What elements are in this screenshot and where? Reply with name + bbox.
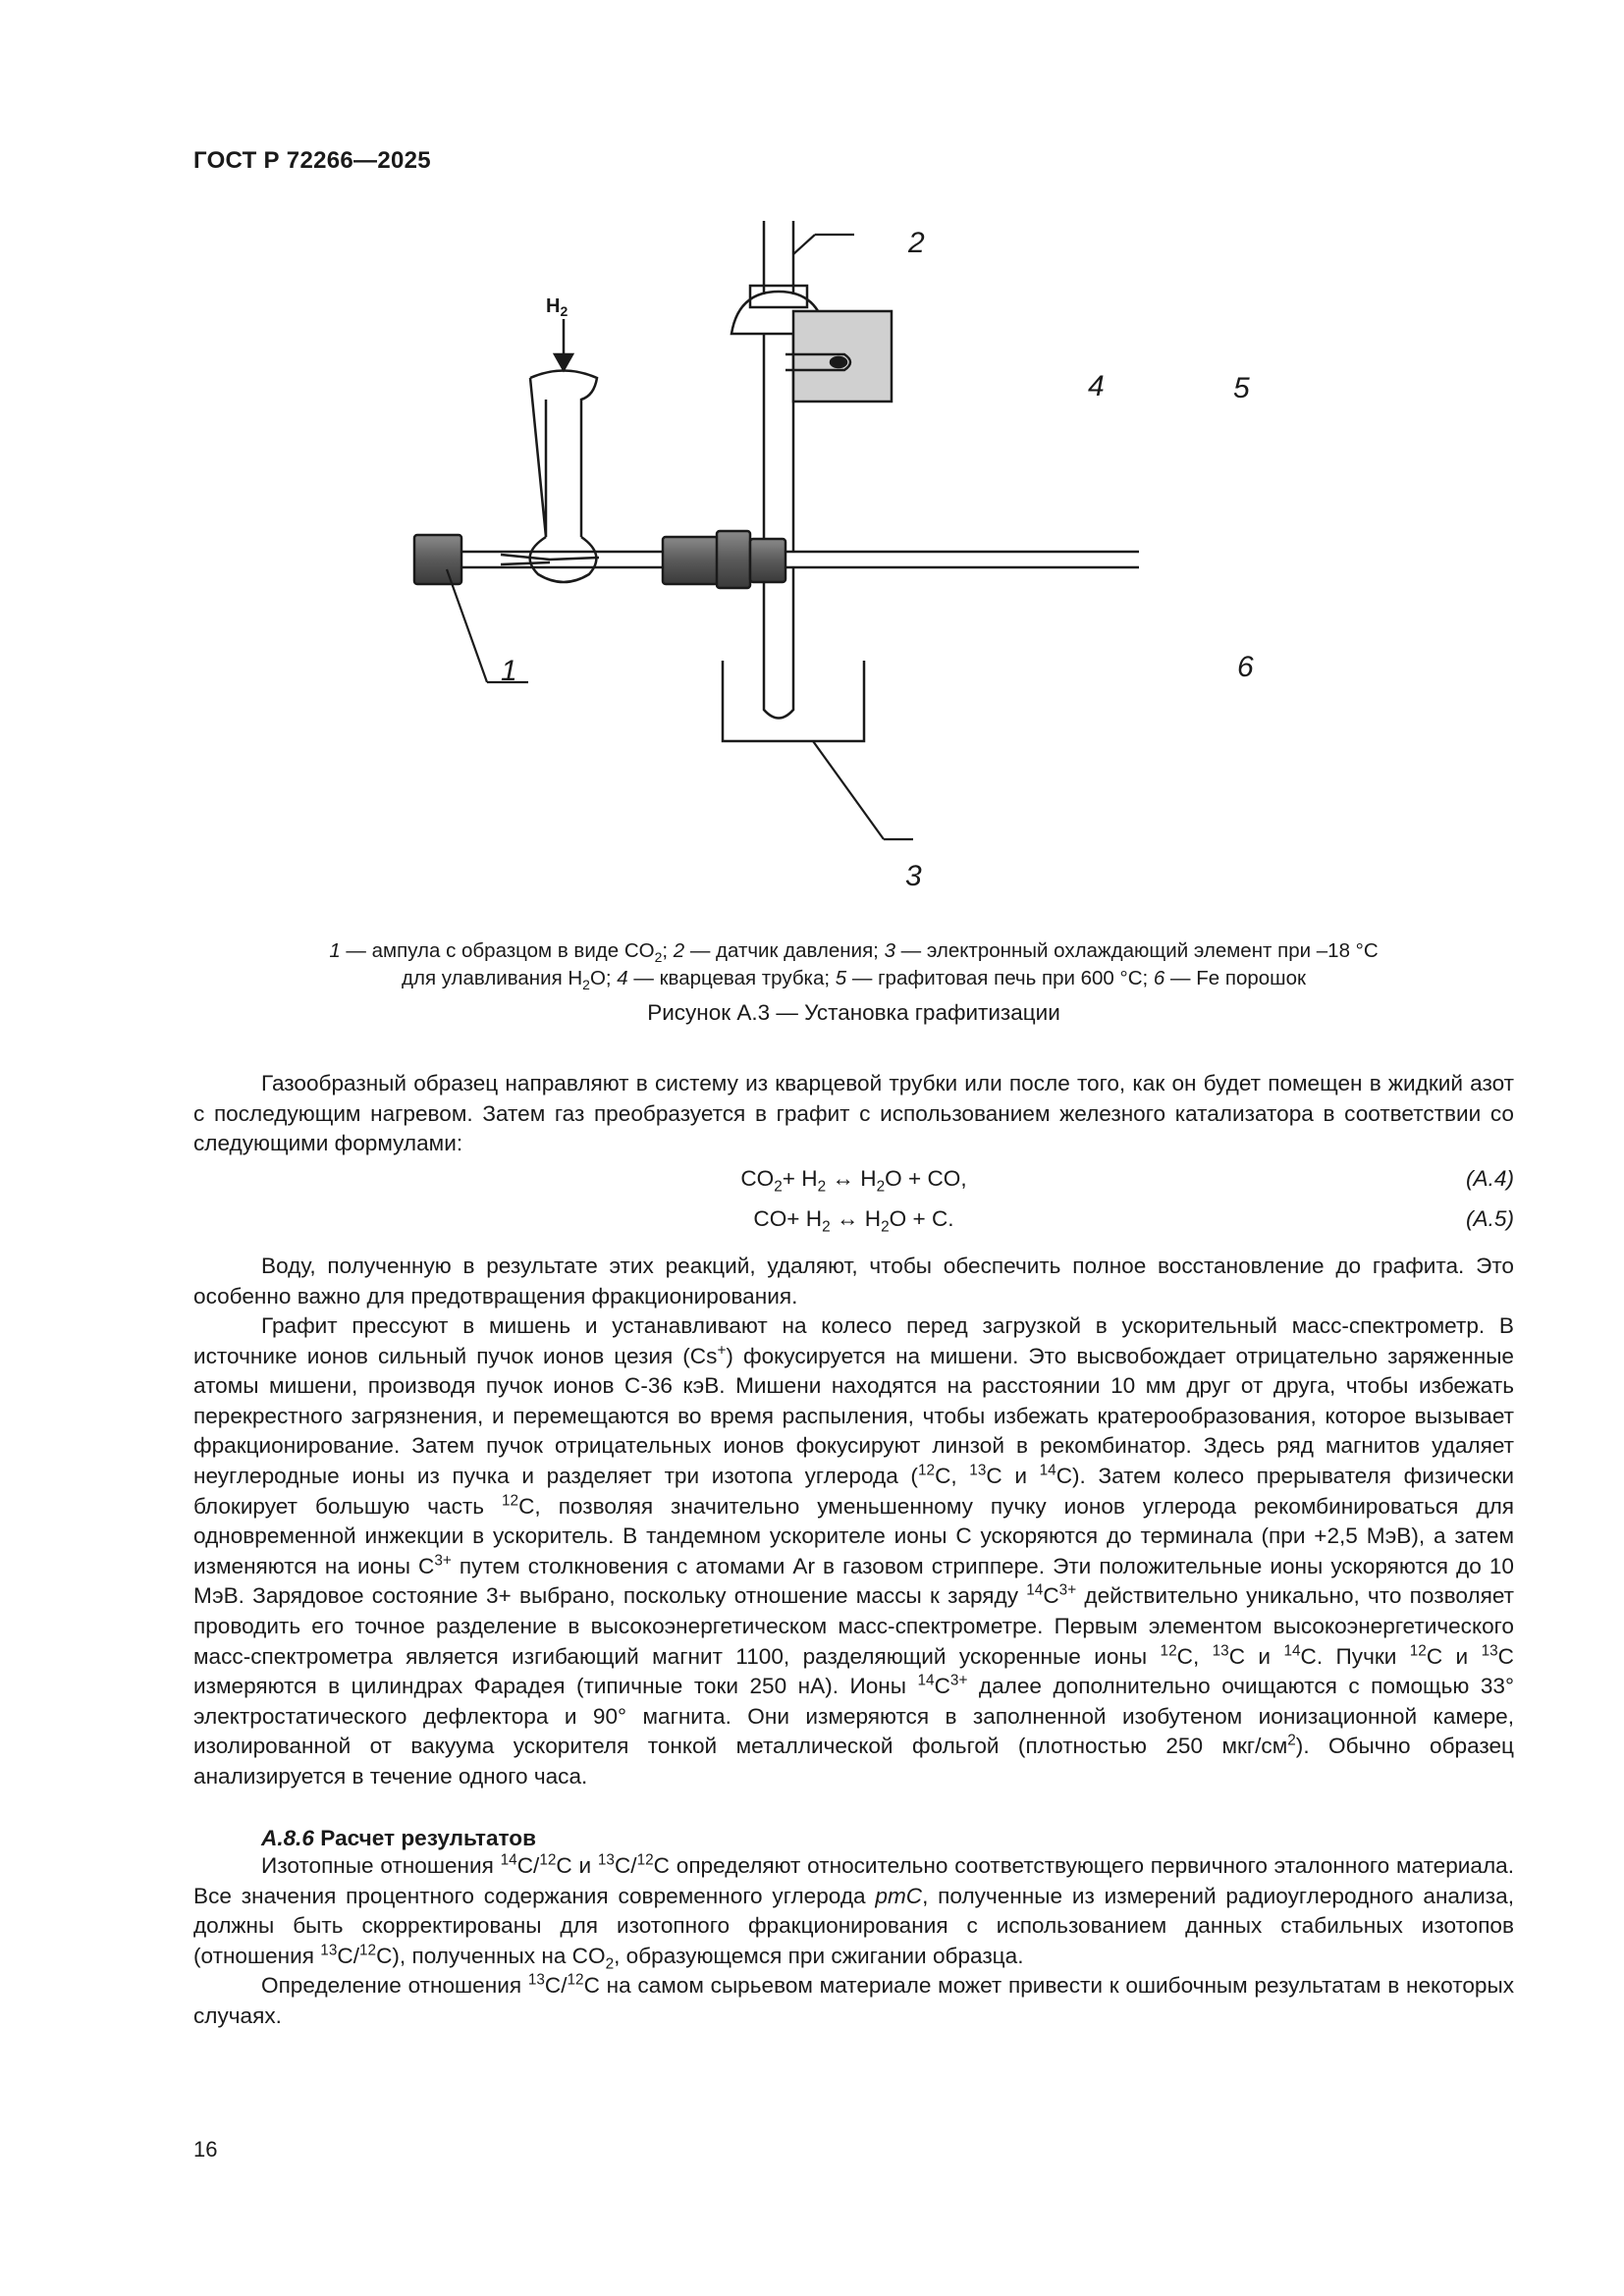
cross-tube-upper	[764, 334, 793, 552]
callout-4: 4	[1088, 370, 1105, 402]
paragraph-1	[193, 1069, 1514, 1159]
callout-6: 6	[1237, 651, 1254, 683]
leader-line-3	[813, 741, 884, 839]
coupling-1	[663, 537, 718, 584]
figure-legend-line-1: 1 — ампула с образцом в виде $CO_2$; 2 — датчик давления; 3 — электронный охлаждающий элемент при –18 °C	[329, 939, 1379, 966]
graphite-oven	[793, 311, 892, 401]
graphitization-diagram	[353, 221, 1375, 908]
paragraph-2	[193, 1252, 1514, 1311]
cross-tube-lower	[764, 567, 793, 719]
gas-label-h2: $H_2$	[546, 295, 568, 319]
paragraph-4	[193, 1851, 1514, 1971]
callout-3: 3	[905, 860, 922, 892]
h2-funnel	[530, 371, 597, 538]
paragraph-1-text: Газообразный образец направляют в систему из кварцевой трубки или после того, как он будет помещен в жидкий азот с последующим нагревом. Затем газ преобразуется в графит с использованием железного катализатора в соответствии со следующими формулами:	[193, 1071, 1514, 1156]
section-number: A.8.6	[261, 1826, 315, 1850]
document-code-header: ГОСТ Р 72266—2025	[193, 147, 431, 174]
ampoule-taper	[501, 555, 599, 564]
callout-1: 1	[501, 655, 517, 687]
page-number: 16	[193, 2137, 218, 2162]
coupling-3	[750, 539, 785, 582]
leader-line-2	[793, 235, 815, 254]
paragraph-2-text: Воду, полученную в результате этих реакций, удаляют, чтобы обеспечить полное восстановление до графита. Это особенно важно для предотвращения фракционирования.	[193, 1254, 1514, 1308]
gas-inlet-arrowhead	[555, 354, 572, 370]
paragraph-5-text: Определение отношения $^{13}$C/$^{12}$C на самом сырьевом материале может привести к ошибочным результатам в некоторых случаях.	[193, 1971, 1514, 2028]
callout-2: 2	[908, 227, 925, 259]
fe-powder	[831, 357, 846, 367]
paragraph-3-text: Графит прессуют в мишень и устанавливают на колесо перед загрузкой в ускорительный масс-спектрометр. В источнике ионов сильный пучок ионов цезия (Cs+) фокусируется на мишени. Это высвобождает отрицательно заряженные атомы мишени, производя пучок ионов C-36 кэВ. Мишени находятся на расстоянии 10 мм друг от друга, чтобы избежать перекрестного загрязнения, и перемещаются во время распыления, чтобы избежать кратерообразования, которое вызывает фракционирование. Затем пучок отрицательных ионов фокусируют линзой в рекомбинатор. Здесь ряд магнитов удаляет неуглеродные ионы из пучка и разделяет три изотопа углерода ($^{12}$C, $^{13}$C и $^{14}$C). Затем колесо прерывателя физически блокирует большую часть $^{12}$C, позволяя значительно уменьшенному пучку ионов углерода рекомбинироваться для одновременной инжекции в ускоритель. В тандемном ускорителе ионы C ускоряются до терминала (при +2,5 МэВ), а затем изменяются на ионы $C^{3+}$ путем столкновения с атомами Ar в газовом стриппере. Эти положительные ионы ускоряются до 10 МэВ. Зарядовое состояние 3+ выбрано, поскольку отношение массы к заряду $^{14}C^{3+}$ действительно уникально, что позволяет проводить его точное разделение в высокоэнергетическом масс-спектрометре. Первым элементом высокоэнергетического масс-спектрометра является изгибающий магнит 1100, разделяющий ускоренные ионы $^{12}$C, $^{13}$C и $^{14}$C. Пучки $^{12}$C и $^{13}$C измеряются в цилиндрах Фарадея (типичные токи 250 нА). Ионы $^{14}C^{3+}$ далее дополнительно очищаются с помощью 33° электростатического дефлектора и 90° магнита. Они измеряются в заполненной изобутеном ионизационной камере, изолированной от вакуума ускорителя тонкой металлической фольгой (плотностью 250 мкг/$см^2$). Обычно образец анализируется в течение одного часа.	[193, 1313, 1515, 1789]
callout-5: 5	[1233, 372, 1250, 404]
formula-a4	[193, 1166, 1514, 1198]
pressure-sensor-cap	[750, 286, 807, 307]
section-title: Расчет результатов	[314, 1826, 536, 1850]
graphitization-setup-figure	[353, 221, 1375, 908]
formula-a5-number: (A.5)	[1466, 1206, 1514, 1231]
paragraph-3	[193, 1311, 1514, 1792]
figure-legend-line-2: для улавливания $H_2O$; 4 — кварцевая трубка; 5 — графитовая печь при 600 °C; 6 — Fe порошок	[402, 967, 1306, 993]
left-end-cap	[414, 535, 461, 584]
paragraph-5	[193, 1971, 1514, 2031]
paragraph-4-text: Изотопные отношения $^{14}$C/$^{12}$C и $^{13}$C/$^{12}$C определяют относительно соответствующего первичного эталонного материала. Все значения процентного содержания современного углерода pmC, полученные из измерений радиоуглеродного анализа, должны быть скорректированы для изотопного фракционирования с использованием данных стабильных изотопов (отношения $^{13}$C/$^{12}$C), полученных на $CO_2$, образующемся при сжигании образца.	[193, 1851, 1515, 1973]
formula-a4-body: $CO_2+ H_2$ ↔ $H_2O$ + CO,	[740, 1166, 967, 1196]
figure-title: Рисунок А.3 — Установка графитизации	[647, 1000, 1060, 1025]
formula-a5	[193, 1206, 1514, 1238]
leader-line-1	[447, 569, 487, 682]
coupling-2	[717, 531, 750, 588]
formula-a4-number: (A.4)	[1466, 1166, 1514, 1191]
formula-a5-body: $CO+ H_2$ ↔ $H_2O + C$.	[753, 1206, 954, 1236]
section-heading	[261, 1826, 536, 1851]
